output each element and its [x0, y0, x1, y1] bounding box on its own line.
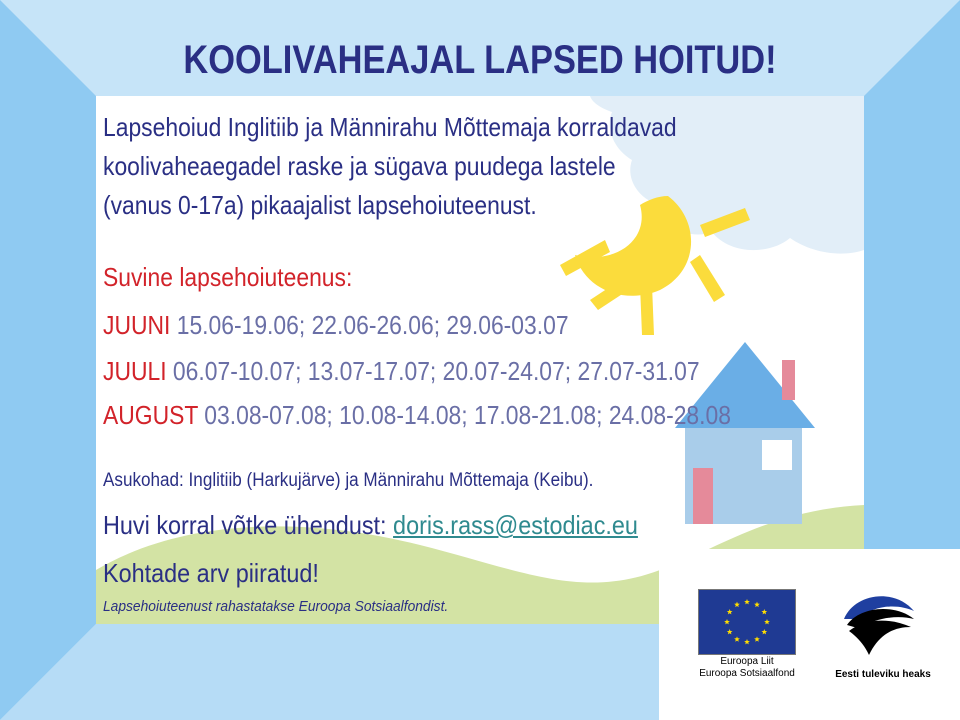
- schedule-row-june: [103, 310, 569, 341]
- eu-star: [754, 602, 760, 607]
- schedule-month: AUGUST: [103, 400, 198, 430]
- eu-star: [754, 636, 760, 641]
- schedule-month: JUUNI: [103, 310, 171, 340]
- funding-note: Lapsehoiuteenust rahastatakse Euroopa Sotsiaalfondist.: [103, 598, 449, 615]
- eu-star: [727, 609, 733, 614]
- intro-line-1: Lapsehoiud Inglitiib ja Männirahu Mõttemaja korraldavad: [103, 112, 677, 142]
- intro-line-2: koolivaheaegadel raske ja sügava puudega lastele: [103, 151, 616, 181]
- limited-places-text: Kohtade arv piiratud!: [103, 558, 319, 588]
- logos-panel: [659, 549, 960, 720]
- contact-line: [103, 510, 638, 541]
- estonia-logo-icon: [839, 589, 919, 659]
- schedule-row-july: [103, 356, 700, 387]
- eu-star: [744, 599, 750, 604]
- eu-star: [724, 619, 730, 624]
- email-link[interactable]: doris.rass@estodiac.eu: [393, 510, 638, 540]
- eu-star: [727, 629, 733, 634]
- schedule-month: JUULI: [103, 356, 167, 386]
- estonia-caption: Eesti tuleviku heaks: [835, 669, 931, 680]
- eu-star: [761, 629, 767, 634]
- intro-line-3: (vanus 0-17a) pikaajalist lapsehoiuteenust.: [103, 190, 537, 220]
- eu-star: [734, 636, 740, 641]
- eu-star: [761, 609, 767, 614]
- eu-star: [744, 639, 750, 644]
- schedule-dates: 15.06-19.06; 22.06-26.06; 29.06-03.07: [170, 310, 569, 340]
- eu-flag-icon: [698, 589, 796, 655]
- schedule-row-august: [103, 400, 731, 431]
- schedule-dates: 06.07-10.07; 13.07-17.07; 20.07-24.07; 27.07-31.07: [166, 356, 700, 386]
- locations-text: Asukohad: Inglitiib (Harkujärve) ja Männirahu Mõttemaja (Keibu).: [103, 470, 594, 491]
- summer-heading: Suvine lapsehoiuteenus:: [103, 262, 353, 292]
- eu-caption-line-2: Euroopa Sotsiaalfond: [699, 668, 795, 679]
- schedule-dates: 03.08-07.08; 10.08-14.08; 17.08-21.08; 24.08-28.08: [197, 400, 731, 430]
- contact-prefix: Huvi korral võtke ühendust:: [103, 510, 394, 540]
- eu-caption-line-1: Euroopa Liit: [720, 656, 774, 667]
- eu-star: [764, 619, 770, 624]
- page-title: KOOLIVAHEAJAL LAPSED HOITUD!: [183, 38, 777, 82]
- eu-star: [734, 602, 740, 607]
